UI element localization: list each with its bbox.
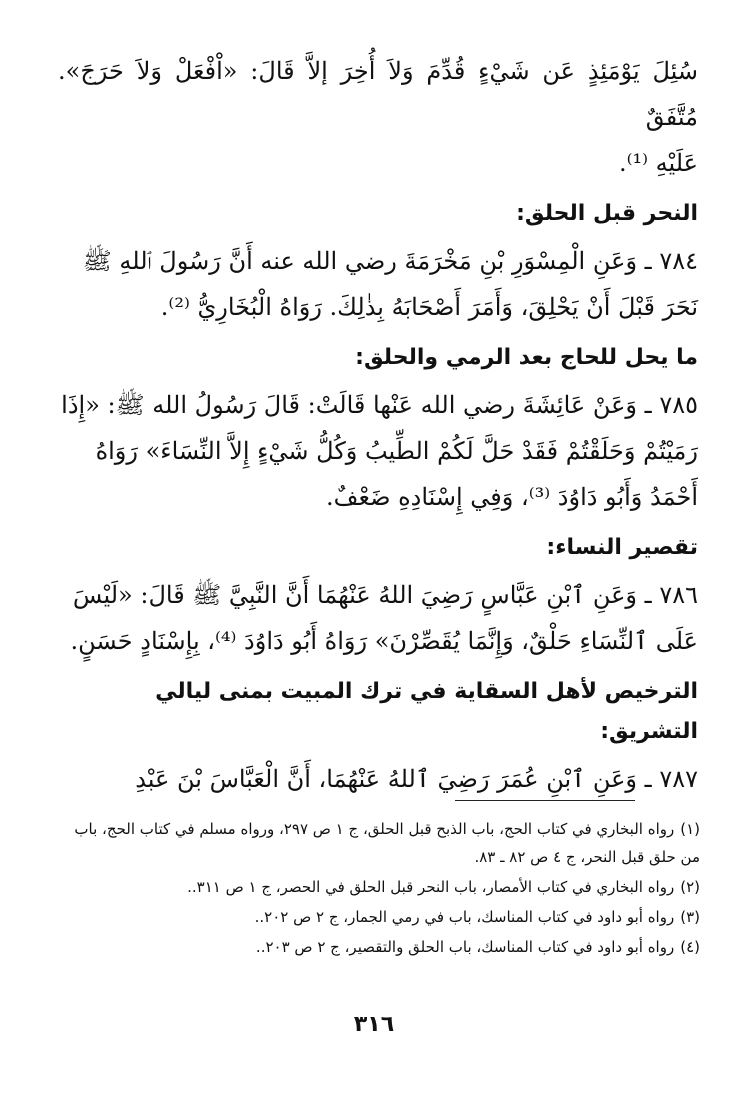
hadith-text: ـ وَعَنِ الْمِسْوَرِ بْنِ مَخْرَمَةَ رضي الله عنه أَنَّ رَسُولَ ٱللهِ ﷺ نَحَرَ قَبْلَ أَنْ يَحْلِقَ، وَأَمَرَ أَصْحَابَهُ بِذٰلِكَ. رَوَاهُ الْبُخَارِيُّ ⁽²⁾. [82,247,698,321]
hadith-784 [58,238,698,330]
intro-paragraph [58,48,698,186]
footnote-1 [70,815,700,871]
intro-line-2: عَلَيْهِ ⁽¹⁾. [618,149,698,177]
hadith-785 [58,382,698,520]
footnote-text: رواه أبو داود في كتاب المناسك، باب الحلق والتقصير، ج ٢ ص ٢٠٣.. [255,938,675,956]
intro-line-1: سُئِلَ يَوْمَئِذٍ عَن شَيْءٍ قُدِّمَ وَلاَ أُخِرَ إلاَّ قَالَ: «اْفْعَلْ وَلاَ حَرَجَ». مُتَّفَقٌ [58,57,698,131]
footnote-number: (٤) [680,938,700,956]
page-body [58,48,698,806]
hadith-text: ـ وَعَنِ ٱبْنِ عَبَّاسٍ رَضِيَ اللهُ عَنْهُمَا أَنَّ النَّبِيَّ ﷺ قَالَ: «لَيْسَ عَلَى ٱلنِّسَاءِ حَلْقٌ، وَإِنَّمَا يُقَصِّرْنَ» رَوَاهُ أَبُو دَاوُدَ ⁽⁴⁾، بِإِسْنَادٍ حَسَنٍ. [70,581,698,655]
footnotes [70,815,700,963]
footnote-3 [70,903,700,931]
footnote-text: رواه البخاري في كتاب الأمصار، باب النحر قبل الحلق في الحصر، ج ١ ص ٣١١.. [187,878,675,896]
section-heading-784: النحر قبل الحلق: [516,201,698,226]
hadith-text: ـ وَعَنْ عَائِشَةَ رضي الله عَنْها قَالَتْ: قَالَ رَسُولُ الله ﷺ: «إِذَا رَمَيْتُمْ وَحَلَقْتُمْ فَقَدْ حَلَّ لَكُمْ الطِّيبُ وَكُلُّ شَيْءٍ إِلاَّ النِّسَاءَ» رَوَاهُ أَحْمَدُ وَأَبُو دَاوُدَ ⁽³⁾، وَفِي إِسْنَادِهِ ضَعْفٌ. [61,391,698,511]
footnote-4 [70,933,700,961]
footnote-number: (٢) [680,878,700,896]
page-number: ٣١٦ [353,1012,395,1037]
section-heading-787: الترخيص لأهل السقاية في ترك المبيت بمنى ليالي التشريق: [155,679,698,744]
hadith-text: ـ وَعَنِ ٱبْنِ عُمَرَ رَضِيَ ٱللهُ عَنْهُمَا، أَنَّ الْعَبَّاسَ بْنَ عَبْدِ [135,765,652,793]
footnote-number: (١) [680,820,700,838]
section-heading-786: تقصير النساء: [546,535,698,560]
hadith-number: ٧٨٤ [659,247,698,275]
footnote-text: رواه أبو داود في كتاب المناسك، باب في رمي الجمار، ج ٢ ص ٢٠٢.. [254,908,675,926]
footnote-text: رواه البخاري في كتاب الحج، باب الذبح قبل الحلق، ج ١ ص ٢٩٧، ورواه مسلم في كتاب الحج، باب من حلق قبل النحر، ج ٤ ص ٨٢ ـ ٨٣. [74,820,700,866]
hadith-number: ٧٨٦ [659,581,698,609]
hadith-786 [58,572,698,664]
section-heading-785: ما يحل للحاج بعد الرمي والحلق: [355,345,698,370]
footnote-2 [70,873,700,901]
hadith-number: ٧٨٥ [659,391,698,419]
footnote-divider [455,800,635,801]
hadith-787 [58,756,698,802]
hadith-number: ٧٨٧ [659,765,698,793]
footnote-number: (٣) [680,908,700,926]
